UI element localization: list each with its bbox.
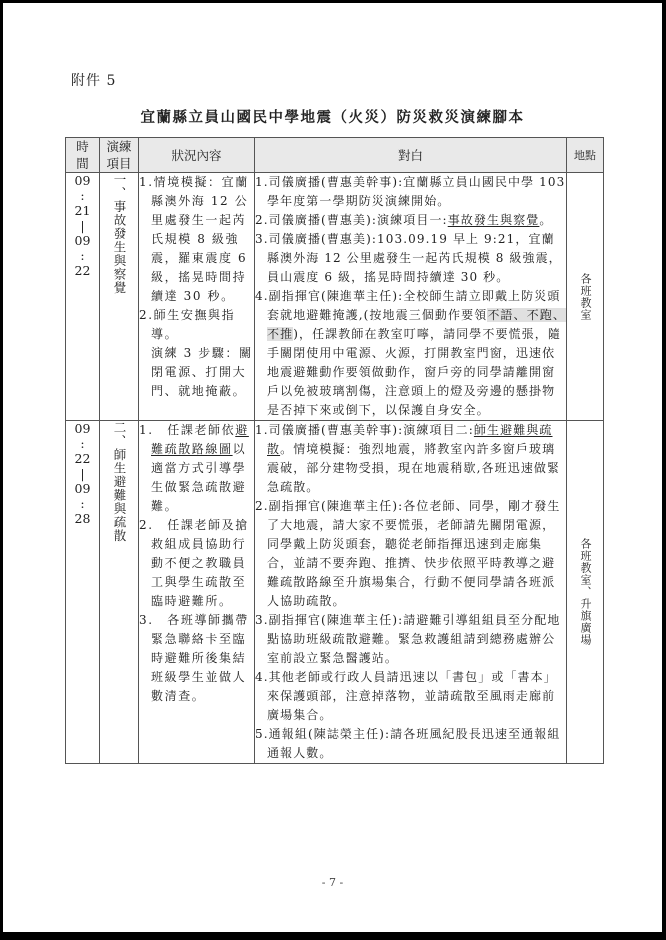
table-header-row [66,138,604,173]
location-label: 各班教室、升旗廣場 [579,538,592,646]
header-location: 地點 [567,138,604,173]
situation-line: 3. 各班導師攜帶緊急聯絡卡至臨時避難所後集結班級學生並做人數清查。 [139,613,249,703]
dialogue-line: 1.司儀廣播(曹惠美幹事):宜蘭縣立員山國民中學 103 學年度第一學期防災演練開始。 [255,175,566,208]
dialogue-line: 4.其他老師或行政人員請迅速以「書包」或「書本」來保護頭部，注意掉落物，並請疏散至風雨走廊前廣場集合。 [255,670,557,722]
dialogue-line: 4.副指揮官(陳進華主任):全校師生請立即戴上防災頭套就地避難掩護,(按地震三個動作要領不語、不跑、不推)，任課教師在教室叮嚀，請同學不要慌張，隨手關閉使用中電源、火源，打開教室門窗，迅速依地震避難動作要領做動作，窗戶旁的同學請離開窗戶以免被玻璃割傷，注意頭上的燈及旁邊的懸掛物是否掉下來或倒下，以保護自身安全。 [255,289,566,417]
highlighted-text: 不語、不跑、不推 [267,308,566,341]
underlined-text: 事故發生與察覺 [447,213,540,227]
document-page [3,3,662,932]
situation-line: 演練 3 步驟：關閉電源、打開大門、就地掩蔽。 [151,346,253,398]
time-cell: 09 : 21 | 09 : 22 [66,173,100,421]
time-cell: 09 : 22 | 09 : 28 [66,421,100,764]
drill-item-label: 二、師生避難與疏散 [112,421,127,543]
dialogue-line: 3.副指揮官(陳進華主任):請避難引導組組員至分配地點協助班級疏散避難。緊急救護組請到總務處辦公室前設立緊急醫護站。 [255,613,561,665]
dialogue-cell [255,421,567,764]
header-dialogue: 對白 [255,138,567,173]
dialogue-line: 2.司儀廣播(曹惠美):演練項目一:事故發生與察覺。 [255,213,553,227]
document-title: 宜蘭縣立員山國民中學地震（火災）防災救災演練腳本 [140,109,525,126]
situation-cell [139,173,255,421]
dialogue-cell [255,173,567,421]
situation-line: 1.情境模擬：宜蘭縣澳外海 12 公里處發生一起芮氏規模 8 級強震，羅東震度 6 級，搖晃時間持續達 30 秒。 [139,175,249,303]
dialogue-line: 2.副指揮官(陳進華主任):各位老師、同學，剛才發生了大地震，請大家不要慌張，老師請先關閉電源，同學戴上防災頭套，聽從老師指揮迅速到走廊集合，並請不要奔跑、推擠、快步依照平時教導之避難疏散路線至升旗場集合，行動不便同學請各班派人協助疏散。 [255,499,561,608]
header-situation: 狀況內容 [139,138,255,173]
location-cell [567,173,604,421]
header-time: 時間 [66,138,100,173]
location-cell [567,421,604,764]
dialogue-line: 3.司儀廣播(曹惠美):103.09.19 早上 9:21，宜蘭縣澳外海 12 公里處發生一起芮氏規模 8 級強震，員山震度 6 級，搖晃時間持續達 30 秒。 [255,232,562,284]
page-number: - 7 - [321,876,344,889]
situation-line: 2. 任課老師及搶救組成員協助行動不便之教職員工與學生疏散至臨時避難所。 [139,518,249,608]
situation-line: 2.師生安撫與指導。 [139,308,236,341]
location-label: 各班教室 [579,272,592,321]
dialogue-line: 1.司儀廣播(曹惠美幹事):演練項目二:師生避難與疏散。情境模擬：強烈地震，將教室內許多窗戶玻璃震破，部分建物受損，現在地震稍歇,各班迅速做緊急疏散。 [255,423,561,494]
situation-cell [139,421,255,764]
attachment-label: 附件 5 [71,73,117,89]
item-cell [100,421,139,764]
drill-item-label: 一、事故發生與察覺 [112,173,127,295]
item-cell [100,173,139,421]
table-row [66,173,604,421]
underlined-text: 師生避難與疏散 [267,423,553,456]
drill-script-table [65,137,604,764]
underlined-text: 避難疏散路線圖 [151,423,249,456]
header-item: 演練項目 [100,138,139,173]
table-row [66,421,604,764]
dialogue-line: 5.通報組(陳誌榮主任):請各班風紀股長迅速至通報組通報人數。 [255,727,561,760]
situation-line: 1. 任課老師依避難疏散路線圖以適當方式引導學生做緊急疏散避難。 [139,423,249,513]
